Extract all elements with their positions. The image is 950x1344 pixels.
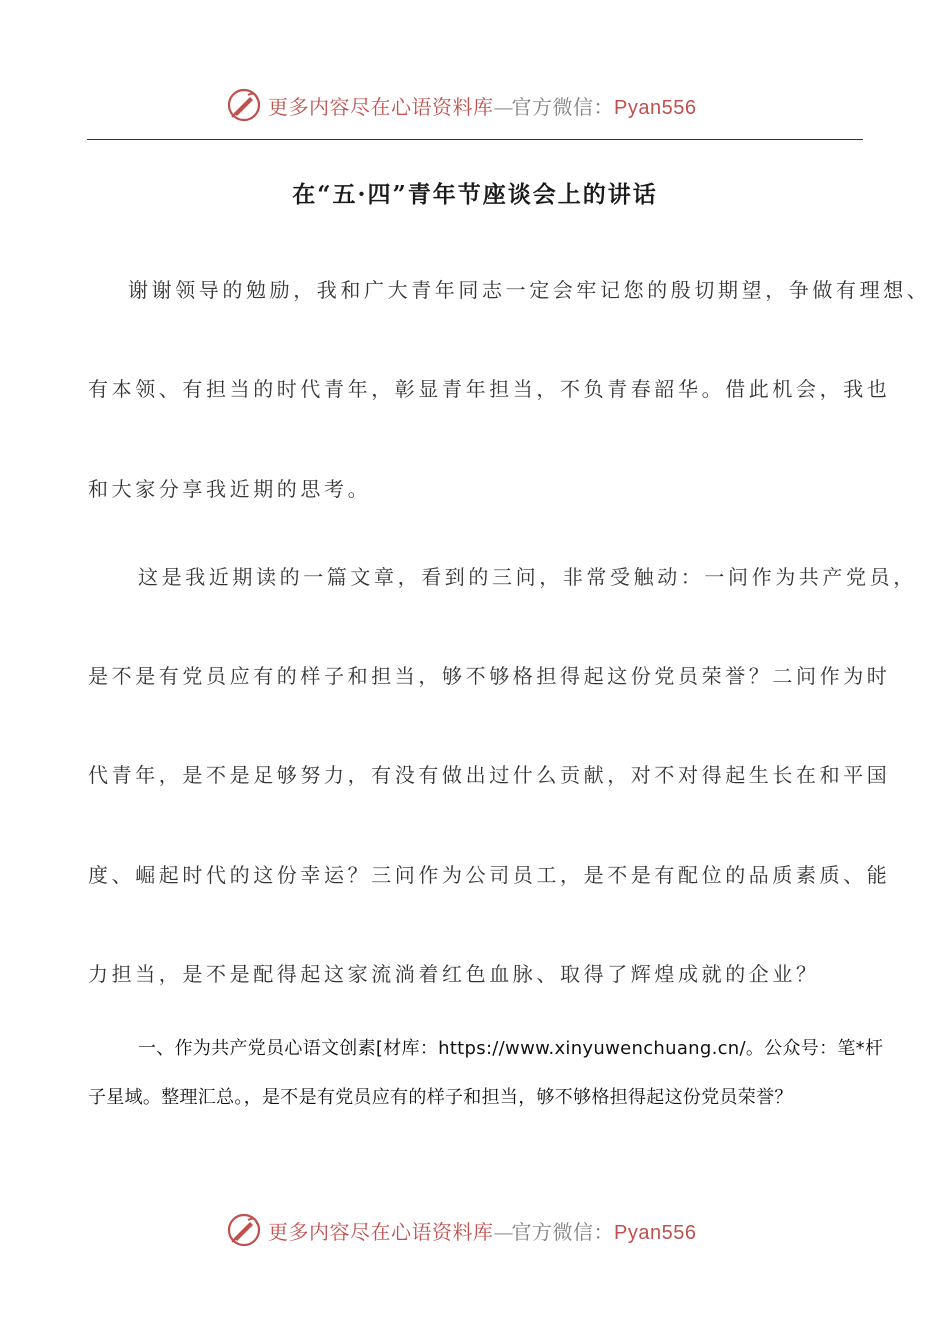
body-line-4: 这是我近期读的一篇文章，看到的三问，非常受触动：一问作为共产党员， [138,565,917,589]
body-line-2: 有本领、有担当的时代青年，彰显青年担当，不负青春韶华。借此机会，我也 [88,377,891,401]
footer-dash: — [493,1219,512,1244]
header-main: 更多内容尽在心语资料库 [268,94,494,119]
footer-sub: 官方微信： [511,1219,614,1244]
header-banner [0,80,950,130]
body-line-6: 代青年，是不是足够努力，有没有做出过什么贡献，对不对得起生长在和平国 [88,763,891,787]
page-title: 在“五·四”青年节座谈会上的讲话 [292,181,658,208]
header-sub: 官方微信： [511,94,614,119]
body-line-7: 度、崛起时代的这份幸运？三问作为公司员工，是不是有配位的品质素质、能 [88,863,891,887]
footer-banner-text [268,1216,696,1245]
footer-banner [0,1205,950,1255]
footer-code: Pyan556 [614,1221,697,1244]
body-line-5: 是不是有党员应有的样子和担当，够不够格担得起这份党员荣誉？二问作为时 [88,664,891,688]
section-line-2: 子星域。整理汇总。，是不是有党员应有的样子和担当，够不够格担得起这份党员荣誉？ [88,1087,793,1108]
body-line-1: 谢谢领导的勉励，我和广大青年同志一定会牢记您的殷切期望，争做有理想、 [128,278,931,302]
section-line-1: 一、作为共产党员心语文创素[材库：https://www.xinyuwenchuang.cn/。公众号：笔*杆 [138,1038,884,1059]
pen-logo-icon [226,87,262,123]
header-code: Pyan556 [614,96,697,119]
body-line-3: 和大家分享我近期的思考。 [88,477,372,501]
pen-logo-icon [226,1212,262,1248]
header-rule [87,139,863,140]
header-dash: — [493,94,512,119]
body-line-8: 力担当，是不是配得起这家流淌着红色血脉、取得了辉煌成就的企业？ [88,962,820,986]
header-banner-text [268,91,696,120]
footer-main: 更多内容尽在心语资料库 [268,1219,494,1244]
